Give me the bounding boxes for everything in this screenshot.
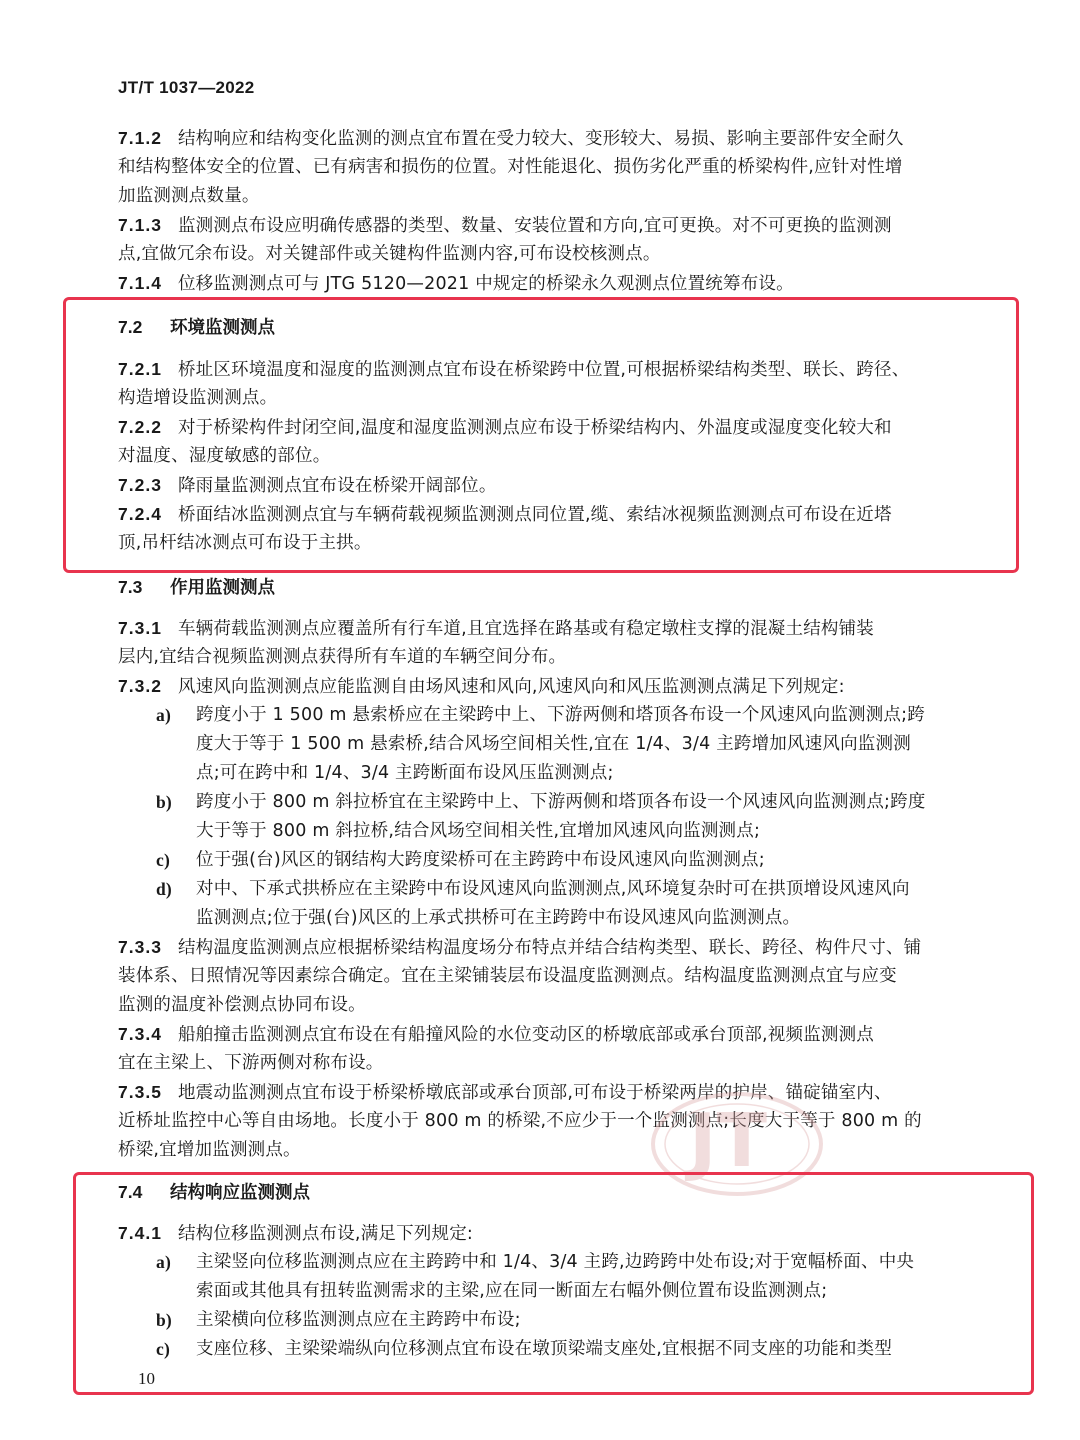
clause-number: 7.2.4 xyxy=(118,504,162,524)
clause-number: 7.3.4 xyxy=(118,1024,162,1044)
clause-text: 风速风向监测测点应能监测自由场风速和风向,风速风向和风压监测测点满足下列规定: xyxy=(177,677,845,697)
clause-text: 地震动监测测点宜布设于桥梁桥墩底部或承台顶部,可布设于桥梁两岸的护岸、锚碇锚室内、 xyxy=(177,1083,892,1103)
clause-7-2-1-line-2: 构造增设监测测点。 xyxy=(118,388,278,408)
clause-7-3-4-line-2: 宜在主梁上、下游两侧对称布设。 xyxy=(118,1053,384,1073)
clause-number: 7.2.3 xyxy=(118,475,162,495)
clause-text: 对于桥梁构件封闭空间,温度和湿度监测测点应布设于桥梁结构内、外温度或湿度变化较大和 xyxy=(177,418,892,438)
list-marker: a) xyxy=(156,1252,171,1272)
list-marker: b) xyxy=(156,792,172,812)
list-marker: c) xyxy=(156,850,170,870)
clause-number: 7.2.1 xyxy=(118,359,162,379)
clause-text: 结构温度监测测点应根据桥梁结构温度场分布特点并结合结构类型、联长、跨径、构件尺寸、铺 xyxy=(177,938,922,958)
clause-7-3-3-line-2: 装体系、日照情况等因素综合确定。宜在主梁铺装层布设温度监测测点。结构温度监测测点宜与应变 xyxy=(118,966,897,986)
section-title: 环境监测测点 xyxy=(170,318,275,338)
clause-number: 7.3.1 xyxy=(118,618,162,638)
standard-code-header: JT/T 1037—2022 xyxy=(118,78,255,97)
clause-7-3-1-line-2: 层内,宜结合视频监测测点获得所有车道的车辆空间分布。 xyxy=(118,647,567,667)
clause-7-3-4-line-1 xyxy=(118,1022,874,1047)
clause-text: 船舶撞击监测测点宜布设在有船撞风险的水位变动区的桥墩底部或承台顶部,视频监测测点 xyxy=(177,1025,874,1045)
list-marker: a) xyxy=(156,705,171,725)
list-marker: c) xyxy=(156,1339,170,1359)
clause-7-2-2-line-2: 对温度、湿度敏感的部位。 xyxy=(118,446,331,466)
clause-text: 降雨量监测测点宜布设在桥梁开阔部位。 xyxy=(177,476,497,496)
clause-text: 车辆荷载监测测点应覆盖所有行车道,且宜选择在路基或有稳定墩柱支撑的混凝土结构铺装 xyxy=(177,619,874,639)
clause-7-2-3-line-1 xyxy=(118,473,497,498)
clause-7-3-3-line-3: 监测的温度补偿测点协同布设。 xyxy=(118,995,366,1015)
clause-7-2-1-line-1 xyxy=(118,357,909,382)
section-number: 7.2 xyxy=(118,317,143,337)
section-heading-7-2 xyxy=(118,314,275,339)
clause-7-4-1-lead xyxy=(118,1221,473,1246)
clause-number: 7.1.3 xyxy=(118,215,162,235)
list-item-line: 度大于等于 1 500 m 悬索桥,结合风场空间相关性,宜在 1/4、3/4 主跨增加风速风向监测测 xyxy=(196,734,911,754)
clause-text: 监测测点布设应明确传感器的类型、数量、安装位置和方向,宜可更换。对不可更换的监测测 xyxy=(177,216,892,236)
list-marker: b) xyxy=(156,1310,172,1330)
list-item-line: 支座位移、主梁梁端纵向位移测点宜布设在墩顶梁端支座处,宜根据不同支座的功能和类型 xyxy=(196,1339,893,1359)
list-item-line: 索面或其他具有扭转监测需求的主梁,应在同一断面左右幅外侧位置布设监测测点; xyxy=(196,1281,828,1301)
section-heading-7-3 xyxy=(118,574,275,599)
list-item-line: 跨度小于 1 500 m 悬索桥应在主梁跨中上、下游两侧和塔顶各布设一个风速风向监测测点;跨 xyxy=(196,705,925,725)
list-item-line: 主梁横向位移监测测点应在主跨跨中布设; xyxy=(196,1310,521,1330)
clause-7-2-4-line-2: 顶,吊杆结冰测点可布设于主拱。 xyxy=(118,533,372,553)
clause-text: 结构位移监测测点布设,满足下列规定: xyxy=(177,1224,473,1244)
clause-number: 7.1.4 xyxy=(118,273,162,293)
clause-number: 7.3.3 xyxy=(118,937,162,957)
clause-7-2-4-line-1 xyxy=(118,502,892,527)
clause-7-3-1-line-1 xyxy=(118,616,874,641)
section-number: 7.4 xyxy=(118,1182,143,1202)
list-item-line: 点;可在跨中和 1/4、3/4 主跨断面布设风压监测测点; xyxy=(196,763,614,783)
clause-number: 7.2.2 xyxy=(118,417,162,437)
clause-7-3-5-line-3: 桥梁,宜增加监测测点。 xyxy=(118,1140,301,1160)
list-item-line: 位于强(台)风区的钢结构大跨度梁桥可在主跨跨中布设风速风向监测测点; xyxy=(196,850,765,870)
clause-number: 7.3.5 xyxy=(118,1082,162,1102)
clause-7-2-2-line-1 xyxy=(118,415,892,440)
clause-7-1-3-line-2: 点,宜做冗余布设。对关键部件或关键构件监测内容,可布设校核测点。 xyxy=(118,244,661,264)
section-title: 作用监测测点 xyxy=(170,578,275,598)
clause-number: 7.3.2 xyxy=(118,676,162,696)
clause-7-3-3-line-1 xyxy=(118,935,921,960)
clause-7-1-2-line-2: 和结构整体安全的位置、已有病害和损伤的位置。对性能退化、损伤劣化严重的桥梁构件,应针对性增 xyxy=(118,157,903,177)
clause-7-3-2-lead xyxy=(118,674,845,699)
page-number: 10 xyxy=(138,1369,155,1388)
clause-7-1-2-line-3: 加监测测点数量。 xyxy=(118,186,260,206)
list-item-line: 大于等于 800 m 斜拉桥,结合风场空间相关性,宜增加风速风向监测测点; xyxy=(196,821,761,841)
clause-7-1-4-line-1 xyxy=(118,271,794,296)
list-item-line: 监测测点;位于强(台)风区的上承式拱桥可在主跨跨中布设风速风向监测测点。 xyxy=(196,908,801,928)
section-title: 结构响应监测测点 xyxy=(170,1183,310,1203)
list-item-line: 对中、下承式拱桥应在主梁跨中布设风速风向监测测点,风环境复杂时可在拱顶增设风速风向 xyxy=(196,879,910,899)
list-marker: d) xyxy=(156,879,172,899)
stamp-text: JT xyxy=(689,1098,768,1184)
clause-7-1-3-line-1 xyxy=(118,213,892,238)
section-number: 7.3 xyxy=(118,577,143,597)
clause-number: 7.1.2 xyxy=(118,128,162,148)
clause-text: 桥址区环境温度和湿度的监测测点宜布设在桥梁跨中位置,可根据桥梁结构类型、联长、跨径、 xyxy=(177,360,910,380)
list-item-line: 主梁竖向位移监测测点应在主跨跨中和 1/4、3/4 主跨,边跨跨中处布设;对于宽幅桥面、中央 xyxy=(196,1252,915,1272)
list-item-line: 跨度小于 800 m 斜拉桥宜在主梁跨中上、下游两侧和塔顶各布设一个风速风向监测测点;跨度 xyxy=(196,792,926,812)
clause-7-3-5-line-2: 近桥址监控中心等自由场地。长度小于 800 m 的桥梁,不应少于一个监测测点;长度大于等于 800 m 的 xyxy=(118,1111,922,1131)
clause-text: 位移监测测点可与 JTG 5120—2021 中规定的桥梁永久观测点位置统筹布设。 xyxy=(177,274,794,294)
clause-7-1-2-line-1 xyxy=(118,126,904,151)
clause-number: 7.4.1 xyxy=(118,1223,162,1243)
clause-text: 桥面结冰监测测点宜与车辆荷载视频监测测点同位置,缆、索结冰视频监测测点可布设在近塔 xyxy=(177,505,892,525)
section-heading-7-4 xyxy=(118,1179,310,1204)
clause-text: 结构响应和结构变化监测的测点宜布置在受力较大、变形较大、易损、影响主要部件安全耐久 xyxy=(177,129,904,149)
